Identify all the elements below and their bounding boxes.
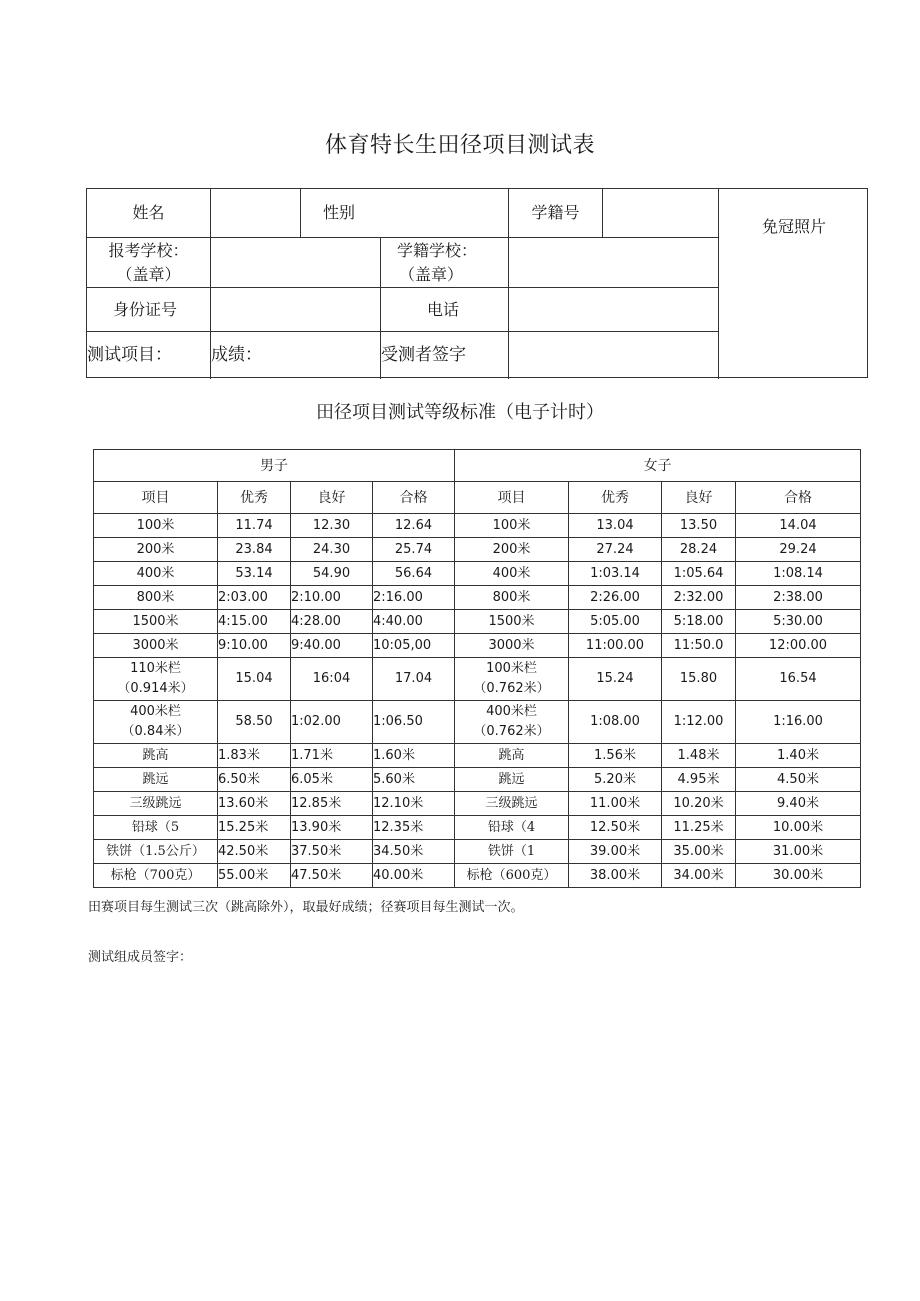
score-cell: 12.85米 <box>291 792 373 816</box>
event-label: 1500米 <box>488 613 535 629</box>
signature-field[interactable] <box>509 335 717 375</box>
event-label: 标枪（700克） <box>110 867 201 883</box>
event-name <box>455 840 569 864</box>
score-cell: 1:08.00 <box>569 701 662 744</box>
score-cell: 4:28.00 <box>291 610 373 634</box>
score-cell: 12.64 <box>373 514 455 538</box>
photo-label: 免冠照片 <box>761 217 826 236</box>
event-label: 铅球（4 <box>487 819 536 835</box>
male-header: 男子 <box>94 450 455 482</box>
score-cell: 11.74 <box>218 514 291 538</box>
female-header: 女子 <box>455 450 861 482</box>
score-cell: 39.00米 <box>569 840 662 864</box>
event-label: 跳远 <box>142 771 169 787</box>
page-title: 体育特长生田径项目测试表 <box>324 133 595 158</box>
table-row <box>94 586 861 610</box>
score-cell: 13.50 <box>662 514 736 538</box>
table-row <box>94 610 861 634</box>
event-label: 标枪（600克） <box>466 867 557 883</box>
event-name <box>455 658 569 701</box>
student-id-label: 学籍号 <box>531 203 580 222</box>
score-cell: 1.71米 <box>291 744 373 768</box>
score-cell: 11:00.00 <box>569 634 662 658</box>
score-cell: 31.00米 <box>736 840 861 864</box>
score-cell: 5:30.00 <box>736 610 861 634</box>
event-label: 100米 <box>492 517 531 533</box>
event-spec: （0.762米） <box>473 681 550 696</box>
score-cell: 17.04 <box>373 658 455 701</box>
score-cell: 4:15.00 <box>218 610 291 634</box>
standards-table <box>93 449 861 888</box>
score-cell: 13.04 <box>569 514 662 538</box>
score-cell: 38.00米 <box>569 864 662 888</box>
score-label: 成绩： <box>211 345 262 365</box>
event-name <box>94 586 218 610</box>
score-cell: 12:00.00 <box>736 634 861 658</box>
event-label: 800米 <box>492 589 531 605</box>
score-cell: 9.40米 <box>736 792 861 816</box>
score-cell: 1.40米 <box>736 744 861 768</box>
table-row <box>94 792 861 816</box>
event-name <box>455 792 569 816</box>
event-name <box>94 514 218 538</box>
applicant-info-table <box>86 188 868 378</box>
event-name <box>94 840 218 864</box>
score-cell: 58.50 <box>218 701 291 744</box>
score-cell: 5:05.00 <box>569 610 662 634</box>
score-cell: 13.60米 <box>218 792 291 816</box>
event-name <box>94 610 218 634</box>
table-row <box>94 658 861 701</box>
score-cell: 12.30 <box>291 514 373 538</box>
event-name <box>455 586 569 610</box>
event-name <box>455 744 569 768</box>
score-cell: 4.95米 <box>662 768 736 792</box>
score-cell: 1.48米 <box>662 744 736 768</box>
score-cell: 1:02.00 <box>291 701 373 744</box>
column-header: 良好 <box>662 482 736 514</box>
signature-label: 受测者签字 <box>381 345 466 365</box>
column-header: 优秀 <box>218 482 291 514</box>
column-header: 合格 <box>736 482 861 514</box>
event-label: 铁饼（1.5公斤） <box>106 843 205 859</box>
event-spec: （0.914米） <box>117 681 194 696</box>
table-row <box>94 840 861 864</box>
event-name <box>94 816 218 840</box>
score-cell: 30.00米 <box>736 864 861 888</box>
event-name <box>94 864 218 888</box>
score-cell: 12.10米 <box>373 792 455 816</box>
column-header: 项目 <box>455 482 569 514</box>
table-row <box>94 864 861 888</box>
student-id-field[interactable] <box>603 193 717 233</box>
score-cell: 15.80 <box>662 658 736 701</box>
event-name <box>455 768 569 792</box>
score-cell: 4.50米 <box>736 768 861 792</box>
table-row <box>94 514 861 538</box>
score-cell: 2:38.00 <box>736 586 861 610</box>
score-cell: 35.00米 <box>662 840 736 864</box>
score-cell: 1:03.14 <box>569 562 662 586</box>
event-label: 100米栏 <box>486 661 537 676</box>
event-name <box>455 562 569 586</box>
score-cell: 11.00米 <box>569 792 662 816</box>
home-school-label: 学籍学校： <box>397 241 478 260</box>
score-cell: 29.24 <box>736 538 861 562</box>
score-cell: 5:18.00 <box>662 610 736 634</box>
score-cell: 1.56米 <box>569 744 662 768</box>
score-cell: 5.20米 <box>569 768 662 792</box>
event-label: 铅球（5 <box>131 819 180 835</box>
score-cell: 1.83米 <box>218 744 291 768</box>
score-cell: 42.50米 <box>218 840 291 864</box>
event-label: 800米 <box>136 589 175 605</box>
photo-area[interactable] <box>723 241 863 373</box>
table-row <box>94 768 861 792</box>
event-label: 200米 <box>136 541 175 557</box>
score-cell: 2:32.00 <box>662 586 736 610</box>
table-row <box>94 634 861 658</box>
column-header: 项目 <box>94 482 218 514</box>
score-cell: 10:05,00 <box>373 634 455 658</box>
score-cell: 1:06.50 <box>373 701 455 744</box>
score-cell: 24.30 <box>291 538 373 562</box>
event-name <box>455 816 569 840</box>
event-label: 跳高 <box>142 747 169 763</box>
score-cell: 37.50米 <box>291 840 373 864</box>
event-name <box>94 792 218 816</box>
event-label: 三级跳远 <box>485 795 538 811</box>
score-cell: 4:40.00 <box>373 610 455 634</box>
score-cell: 34.00米 <box>662 864 736 888</box>
score-cell: 16.54 <box>736 658 861 701</box>
event-label: 铁饼（1 <box>487 843 536 859</box>
event-label: 400米 <box>492 565 531 581</box>
score-cell: 1:16.00 <box>736 701 861 744</box>
event-label: 跳远 <box>498 771 525 787</box>
column-header: 合格 <box>373 482 455 514</box>
column-header: 良好 <box>291 482 373 514</box>
score-cell: 2:26.00 <box>569 586 662 610</box>
event-spec: （0.84米） <box>121 724 190 739</box>
name-field[interactable] <box>211 193 299 233</box>
score-cell: 53.14 <box>218 562 291 586</box>
event-name <box>94 562 218 586</box>
score-cell: 2:10.00 <box>291 586 373 610</box>
score-cell: 10.00米 <box>736 816 861 840</box>
table-row <box>94 701 861 744</box>
table-row <box>94 816 861 840</box>
table-row <box>94 744 861 768</box>
score-cell: 34.50米 <box>373 840 455 864</box>
event-label: 3000米 <box>132 637 179 653</box>
score-cell: 12.35米 <box>373 816 455 840</box>
score-cell: 27.24 <box>569 538 662 562</box>
score-cell: 6.50米 <box>218 768 291 792</box>
id-card-field[interactable] <box>211 291 379 329</box>
event-name <box>94 744 218 768</box>
event-label: 400米栏 <box>486 704 537 719</box>
phone-field[interactable] <box>509 291 717 329</box>
home-school-seal: （盖章） <box>399 265 464 284</box>
score-cell: 25.74 <box>373 538 455 562</box>
id-card-label: 身份证号 <box>113 300 178 319</box>
event-name <box>455 634 569 658</box>
score-cell: 1:05.64 <box>662 562 736 586</box>
event-name <box>455 538 569 562</box>
score-cell: 9:10.00 <box>218 634 291 658</box>
event-label: 3000米 <box>488 637 535 653</box>
score-cell: 5.60米 <box>373 768 455 792</box>
event-label: 400米栏 <box>130 704 181 719</box>
event-label: 200米 <box>492 541 531 557</box>
apply-school-seal: （盖章） <box>116 265 181 284</box>
event-name <box>455 701 569 744</box>
gender-label: 性别 <box>323 203 356 222</box>
score-cell: 2:03.00 <box>218 586 291 610</box>
score-cell: 1:12.00 <box>662 701 736 744</box>
event-label: 100米 <box>136 517 175 533</box>
score-cell: 16:04 <box>291 658 373 701</box>
event-name <box>94 658 218 701</box>
score-cell: 56.64 <box>373 562 455 586</box>
phone-label: 电话 <box>427 300 460 319</box>
score-cell: 12.50米 <box>569 816 662 840</box>
event-name <box>94 538 218 562</box>
test-event-label: 测试项目： <box>87 345 172 365</box>
score-cell: 1.60米 <box>373 744 455 768</box>
event-name <box>455 610 569 634</box>
score-cell: 1:08.14 <box>736 562 861 586</box>
signature-note: 测试组成员签字： <box>88 950 193 965</box>
score-cell: 2:16.00 <box>373 586 455 610</box>
score-cell: 9:40.00 <box>291 634 373 658</box>
score-cell: 15.25米 <box>218 816 291 840</box>
score-cell: 55.00米 <box>218 864 291 888</box>
event-spec: （0.762米） <box>473 724 550 739</box>
event-name <box>94 634 218 658</box>
event-name <box>455 864 569 888</box>
event-label: 1500米 <box>132 613 179 629</box>
table-row <box>94 538 861 562</box>
name-label: 姓名 <box>132 203 165 222</box>
standards-title: 田径项目测试等级标准（电子计时） <box>316 402 604 423</box>
score-cell: 13.90米 <box>291 816 373 840</box>
score-cell: 47.50米 <box>291 864 373 888</box>
event-label: 400米 <box>136 565 175 581</box>
event-name <box>94 768 218 792</box>
score-cell: 54.90 <box>291 562 373 586</box>
event-label: 跳高 <box>498 747 525 763</box>
score-cell: 6.05米 <box>291 768 373 792</box>
apply-school-field[interactable] <box>211 241 379 285</box>
score-cell: 15.04 <box>218 658 291 701</box>
score-cell: 11.25米 <box>662 816 736 840</box>
home-school-field[interactable] <box>509 241 717 285</box>
apply-school-label: 报考学校： <box>108 241 189 260</box>
score-cell: 10.20米 <box>662 792 736 816</box>
event-label: 三级跳远 <box>129 795 182 811</box>
test-rule-note: 田赛项目每生测试三次（跳高除外），取最好成绩；径赛项目每生测试一次。 <box>88 900 524 915</box>
score-cell: 11:50.0 <box>662 634 736 658</box>
column-header: 优秀 <box>569 482 662 514</box>
score-cell: 15.24 <box>569 658 662 701</box>
score-cell: 40.00米 <box>373 864 455 888</box>
score-cell: 28.24 <box>662 538 736 562</box>
event-name <box>94 701 218 744</box>
event-label: 110米栏 <box>130 661 181 676</box>
table-row <box>94 562 861 586</box>
gender-field[interactable] <box>381 193 507 233</box>
score-cell: 14.04 <box>736 514 861 538</box>
event-name <box>455 514 569 538</box>
score-cell: 23.84 <box>218 538 291 562</box>
